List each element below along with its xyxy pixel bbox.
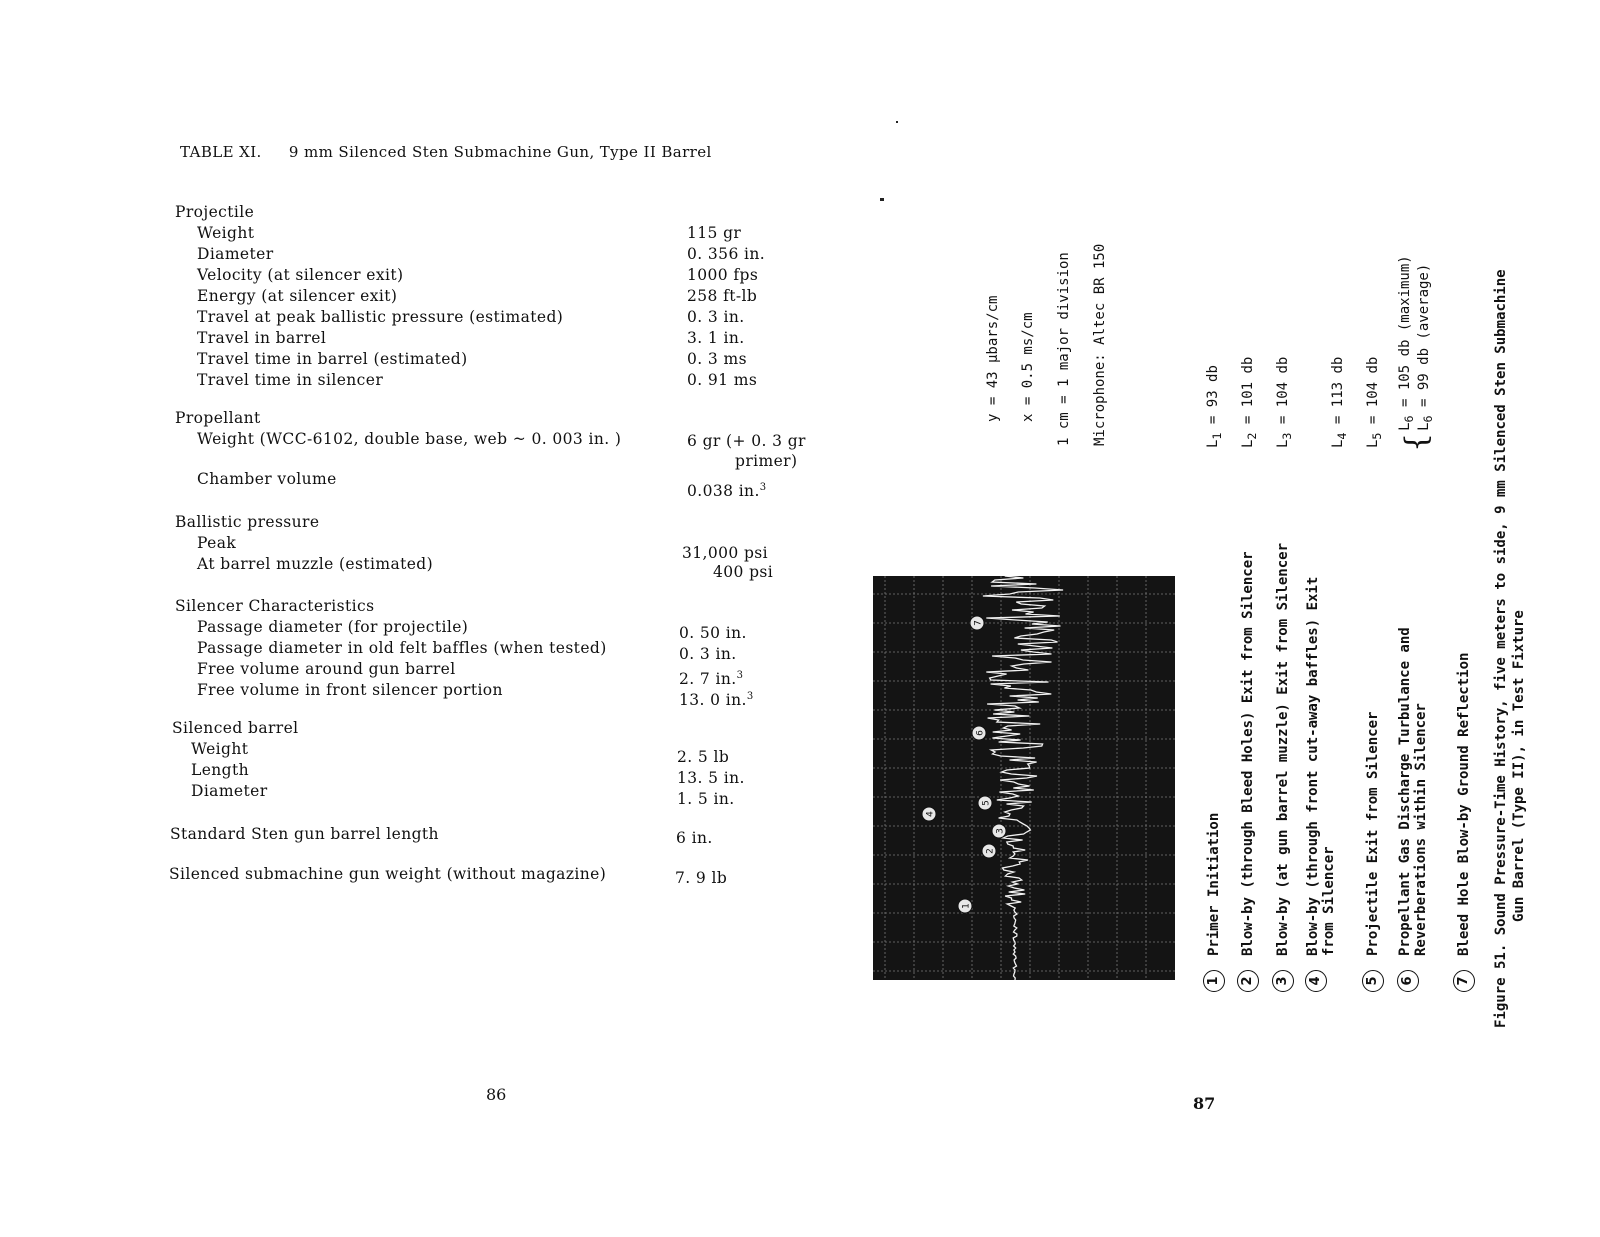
section-ballistic-pressure [175,512,835,581]
spec-label: Free volume around gun barrel [197,660,456,678]
spec-label: Silenced submachine gun weight (without magazine) [169,865,607,883]
spec-row-weight [175,223,835,244]
level-value: = 105 db (maximum) [1397,255,1413,407]
spec-value: 0. 356 in. [687,245,766,263]
section-heading: Silenced barrel [172,719,299,737]
spec-label: Peak [197,534,237,552]
event-number-icon: 3 [1272,970,1294,992]
spec-value-continued: primer) [735,452,798,470]
level-value: = 93 db [1205,365,1221,425]
event-label: Primer Initiation [1206,812,1222,956]
spec-label: Weight (WCC-6102, double base, web ~ 0. 003 in. ) [197,430,622,448]
speck [896,121,898,123]
spec-row-passage-diameter [175,617,835,642]
section-heading: Propellant [175,409,261,427]
spec-value-text: 2. 7 in. [679,670,737,689]
level-sub: 5 [1369,432,1384,440]
marker-label: 1 [961,903,972,909]
spec-row-travel-peak [175,307,835,328]
spec-value-text: 0.038 in. [687,482,760,501]
level-l3 [1275,357,1295,448]
table-title-text: 9 mm Silenced Sten Submachine Gun, Type II Barrel [288,143,712,161]
spec-row-free-volume-front [175,680,835,710]
level-sub: 1 [1209,432,1224,440]
event-label: Propellant Gas Discharge Turbulance and [1397,627,1413,956]
level-value: = 99 db (average) [1415,263,1432,407]
level-sub: 6 [1401,415,1416,423]
spec-label: Passage diameter in old felt baffles (when tested) [197,639,607,657]
event-label-continued: Reverberations within Silencer [1413,703,1429,956]
spec-row-velocity [175,265,835,286]
event-7 [1453,653,1475,992]
event-label-lines [1305,577,1337,956]
event-6 [1397,627,1429,992]
page-number-right: 87 [1193,1094,1216,1113]
speck [880,198,884,201]
level-sub: 6 [1420,415,1435,423]
level-l1 [1205,365,1225,448]
level-l6-avg [1415,263,1435,431]
event-label: Bleed Hole Blow-by Ground Reflection [1456,652,1472,956]
spec-value: 6 in. [676,829,713,847]
spec-value: 1. 5 in. [677,790,735,808]
spec-label: Travel in barrel [197,329,327,347]
scale-note-microphone: Microphone: Altec BR 150 [1092,243,1108,446]
event-label-lines [1397,627,1429,956]
spec-label: Chamber volume [197,470,337,488]
level-l2 [1240,357,1260,448]
caption-line-2: Gun Barrel (Type II), in Test Fixture [1511,610,1527,922]
spec-label: Length [191,761,249,779]
spec-row-barrel-length [172,760,832,787]
event-1 [1203,813,1225,992]
section-heading: Ballistic pressure [175,513,320,531]
event-label: Blow-by (through Bleed Holes) Exit from Silencer [1240,551,1256,956]
spec-label: At barrel muzzle (estimated) [197,555,434,573]
level-l4 [1330,357,1350,448]
spec-row-travel-barrel [175,328,835,349]
spec-label: Standard Sten gun barrel length [170,825,439,843]
spec-label: Weight [197,224,255,242]
marker-label: 2 [985,848,996,854]
level-l6-max [1397,255,1416,431]
spec-label: Weight [191,740,249,758]
spec-value-sup: 3 [746,691,754,702]
section-propellant [175,408,835,501]
table-title [180,143,712,161]
level-sym: L [1397,422,1413,431]
spec-value: 31,000 psi [682,544,768,562]
spec-row-free-volume-barrel [175,659,835,689]
spec-row-muzzle [175,554,835,581]
marker-label: 5 [981,800,992,806]
spec-row-standard-length [170,824,830,845]
spec-row-barrel-weight [172,739,832,766]
level-sub: 2 [1244,432,1259,440]
spec-row-passage-diameter-felt [175,638,835,663]
level-sym: L [1240,439,1256,448]
event-number-icon: 6 [1397,970,1419,992]
event-number-icon: 4 [1305,970,1327,992]
spec-value: 0. 3 in. [679,645,737,663]
spec-row-diameter [175,244,835,265]
spec-row-barrel-diameter [172,781,832,808]
spec-value: 3. 1 in. [687,329,745,347]
spec-label: Diameter [197,245,274,263]
level-l5 [1365,357,1385,448]
event-5 [1362,712,1384,992]
row-standard-barrel-length [170,824,830,845]
event-label-continued: from Silencer [1321,846,1337,956]
marker-label: 7 [973,620,984,626]
figure-caption [1492,269,1528,1028]
spec-row-propellant-weight [175,429,835,469]
event-label: Projectile Exit from Silencer [1365,711,1381,956]
level-sym: L [1415,422,1432,431]
level-sym: L [1330,439,1346,448]
event-number-icon: 2 [1237,970,1259,992]
spec-value: 2. 5 lb [677,748,730,766]
spec-value: 7. 9 lb [675,869,728,887]
marker-label: 3 [995,828,1006,834]
spec-value: 0. 3 ms [687,350,747,368]
spec-value: 0. 50 in. [679,624,747,642]
marker-label: 6 [975,730,986,736]
spec-row-travel-time-silencer [175,370,835,391]
level-sub: 3 [1279,432,1294,440]
row-gun-weight [169,864,829,885]
oscillogram-photo [873,576,1175,980]
event-number-icon: 5 [1362,970,1384,992]
level-value: = 101 db [1240,356,1256,425]
level-sub: 4 [1334,432,1349,440]
spec-row-gun-weight [169,864,829,885]
spec-value [687,477,767,502]
spec-row-energy [175,286,835,307]
page-number-left: 86 [486,1085,507,1104]
level-l6-lines [1398,255,1436,431]
scale-note-y: y = 43 µbars/cm [985,295,1001,422]
level-sym: L [1365,439,1381,448]
spec-label: Free volume in front silencer portion [197,681,503,699]
spec-value-sup: 3 [759,482,767,493]
event-label: Blow-by (through front cut-away baffles) Exit [1305,576,1321,956]
event-number-icon: 1 [1203,970,1225,992]
spec-label: Velocity (at silencer exit) [197,266,404,284]
spec-label: Diameter [191,782,268,800]
section-silencer-characteristics [175,596,835,710]
scale-note-x: x = 0.5 ms/cm [1020,312,1036,422]
level-sym: L [1275,439,1291,448]
spec-value-sup: 3 [736,670,744,681]
level-l6-group [1398,255,1436,452]
spec-label: Travel time in barrel (estimated) [197,350,468,368]
spec-label: Energy (at silencer exit) [197,287,398,305]
spec-row-travel-time-barrel [175,349,835,370]
spec-value: 115 gr [687,224,742,242]
level-sym: L [1205,439,1221,448]
spec-value: 1000 fps [687,266,759,284]
event-label: Blow-by (at gun barrel muzzle) Exit from Silencer [1275,542,1291,956]
section-projectile [175,202,835,391]
brace-icon: { [1398,432,1434,452]
spec-value [679,686,754,711]
section-heading: Silencer Characteristics [175,597,375,615]
table-label: TABLE XI. [180,143,262,161]
spec-value: 0. 91 ms [687,371,758,389]
level-value: = 104 db [1365,356,1381,425]
spec-row-peak [175,533,835,562]
event-2 [1237,551,1259,992]
spec-value: 13. 5 in. [677,769,745,787]
spec-value: 400 psi [713,563,774,581]
spec-label: Passage diameter (for projectile) [197,618,469,636]
spec-label: Travel time in silencer [197,371,384,389]
level-value: = 113 db [1330,356,1346,425]
spec-label: Travel at peak ballistic pressure (estimated) [197,308,564,326]
marker-label: 4 [925,811,936,817]
level-value: = 104 db [1275,356,1291,425]
caption-line-1: Figure 51. Sound Pressure-Time History, five meters to side, 9 mm Silenced Sten Submachine [1493,269,1509,1028]
spec-value-text: 13. 0 in. [679,691,747,710]
spec-value: 0. 3 in. [687,308,745,326]
spec-value: 258 ft-lb [687,287,758,305]
event-number-icon: 7 [1453,970,1475,992]
event-4 [1305,577,1337,992]
section-silenced-barrel [172,718,832,808]
spec-value: 6 gr (+ 0. 3 gr [687,432,806,450]
event-3 [1272,543,1294,992]
section-heading: Projectile [175,203,255,221]
scale-note-division: 1 cm = 1 major division [1056,252,1072,446]
spec-row-chamber-volume [175,469,835,501]
